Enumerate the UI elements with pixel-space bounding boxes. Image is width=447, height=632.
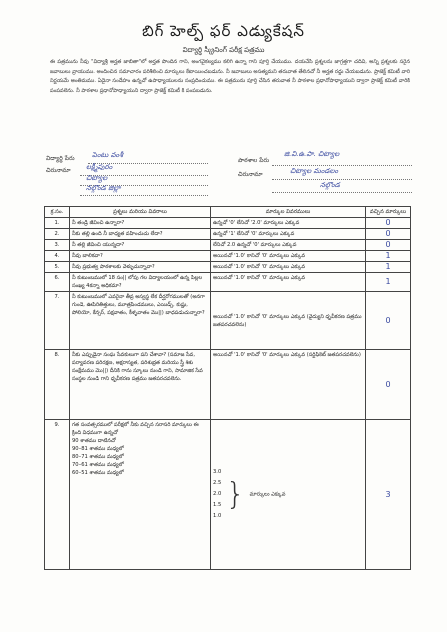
score-scale bbox=[213, 467, 221, 522]
school-address-line bbox=[272, 179, 412, 180]
row-marks-rule: అయినచో '1.0' కానిచో '0' మార్కులు ఎక్కువ (సర్టిఫికెట్ జతపరచవలెను) bbox=[211, 350, 366, 420]
row-marks-rule: ఉన్నచో '1' లేనిచో '0' మార్కులు ఎక్కువ bbox=[211, 229, 366, 240]
row-marks-rule-cell bbox=[211, 420, 366, 570]
row-number: 3. bbox=[45, 240, 70, 251]
row-score[interactable]: 1 bbox=[366, 262, 411, 273]
school-address-label: చిరునామా bbox=[238, 171, 263, 178]
row-number: 5. bbox=[45, 262, 70, 273]
table-row bbox=[45, 229, 411, 240]
row-question: నీ కుటుంబములో 18 సం|| లోపు గల విద్యాలయంలో ఉన్న పిల్లల సంఖ్య 4కన్నా అధికమా? bbox=[70, 273, 211, 292]
school-district-line bbox=[272, 192, 412, 193]
row-score[interactable]: 1 bbox=[366, 273, 411, 292]
row-marks-rule: అయినచో '1.0' కానిచో '0' మార్కులు ఎక్కువ bbox=[211, 251, 366, 262]
scale-value: 1.5 bbox=[213, 502, 222, 508]
header-marks-rule: మార్కుల వివరములు bbox=[211, 207, 366, 218]
row-question: నీ తల్లి జీవించి యున్నదా? bbox=[70, 240, 211, 251]
row-number: 1. bbox=[45, 218, 70, 229]
instructions-paragraph: ఈ పత్రమును నీవు "విద్యాశ్రీ అర్హత జాబితా"లో అర్హత పొందిన గాని, అంగవైకల్యము కలిగి ఉన్నా గాని పూర్తి చేయుము. దయచేసి ప్రశ్నలను జాగ్రత్తగా చదివి, అన్ని ప్రశ్నలకు సరైన జవాబులు వ్రాయుము. అందించిన సమాచారం పరిశీలించి మార్కులు కేటాయించబడును. నీ జవాబులు అసత్యమని తరువాత తేలినచో నీ అర్హత రద్దు చేయబడును. ప్రాజెక్ట్ కమిటీ వారి నిర్ణయమే అంతిమము. ఏదైనా సందేహం ఉన్నచో ఉపాధ్యాయులను సంప్రదించుము. ఈ పత్రమును పూర్తి చేసిన తరువాత నీ పాఠశాల ప్రధానోపాధ్యాయుని ద్వారా ప్రాజెక్ట్ కమిటీ వారికి పంపవలెను. నీ పాఠశాల ప్రధానోపాధ్యాయుని ద్వారా ప్రాజెక్ట్ కమిటీ కి పంపబడును. bbox=[50, 59, 410, 94]
row-marks-rule: ఉన్నచో '0' లేనిచో '2.0' మార్కులు ఎక్కువ bbox=[211, 218, 366, 229]
table-row bbox=[45, 292, 411, 350]
row-number: 2. bbox=[45, 229, 70, 240]
row-question: నీ కుటుంబములో ఎవరైనా తీవ్ర అస్వస్థ లేక దీర్ఘరోగములతో (అనగా గుండె, ఊపిరితిత్తులు, మూత్రపిండములు, ఎయిడ్స్, కుష్టు, పోలియో, కేన్సర్, పక్షవాతం, కీళ్ళవాతం మొ||) బాధపడుచున్నారా? bbox=[70, 292, 211, 350]
scale-value: 2.0 bbox=[213, 491, 222, 497]
row-question: నీ తండ్రి జీవించి ఉన్నారా? bbox=[70, 218, 211, 229]
school-district-value[interactable]: నల్గొండ bbox=[320, 181, 340, 189]
school-name-line bbox=[272, 165, 412, 166]
header-score: వచ్చిన మార్కులు bbox=[366, 207, 411, 218]
scale-value: 3.0 bbox=[213, 469, 222, 475]
row-score[interactable]: 1 bbox=[366, 251, 411, 262]
row-marks-rule: మార్కులు ఎక్కువ bbox=[249, 491, 286, 498]
row-number: 7. bbox=[45, 292, 70, 350]
table-row bbox=[45, 262, 411, 273]
row-number: 6. bbox=[45, 273, 70, 292]
school-address-value[interactable]: చిట్యాల మండలం bbox=[290, 167, 339, 175]
header-question: ప్రశ్నలు మరియు వివరాలు bbox=[70, 207, 211, 218]
school-name-value[interactable]: జి.వి.ఉ.పా. చిట్యాల bbox=[284, 150, 340, 158]
row-marks-rule: లేనిచో 2.0 ఉన్నచో '0' మార్కులు ఎక్కువ bbox=[211, 240, 366, 251]
row-score[interactable]: 0 bbox=[366, 229, 411, 240]
row-question: నీవు ప్రభుత్వ పాఠశాలకు వెళ్ళుచున్నావా? bbox=[70, 262, 211, 273]
row-question: నీకు ఎప్పుడైనా సంఘ సేవకులుగా పని చేశావా? (సమాజ సేవ, పర్యావరణ పరిరక్షణ, అక్షరాస్యత, పరిశుభ్రత మరియు స్త్రీ శిశు సంక్షేమము మొ||) దీనికి గాను స్కూలు నుండి గాని, సామాజిక సేవ సంస్థల నుండి గాని ధృవీకరణ పత్రము జతపరచవలెను. bbox=[70, 350, 211, 420]
row-marks-rule: అయినచో '1.0' కానిచో '0' మార్కులు ఎక్కువ (వైద్యుని ధృవీకరణ పత్రము జతపరచవలెను) bbox=[211, 292, 366, 350]
row-number: 4. bbox=[45, 251, 70, 262]
student-district-line bbox=[80, 195, 208, 196]
table-row bbox=[45, 240, 411, 251]
table-row bbox=[45, 420, 411, 570]
row-score[interactable]: 0 bbox=[366, 350, 411, 420]
row-question: నీవు బాలికవా? bbox=[70, 251, 211, 262]
row-score[interactable]: 3 bbox=[366, 420, 411, 570]
row-marks-rule: అయినచో '1.0' కానిచో '0' మార్కులు ఎక్కువ bbox=[211, 273, 366, 292]
school-name-label: పాఠశాల పేరు bbox=[238, 157, 270, 164]
row-score[interactable]: 0 bbox=[366, 292, 411, 350]
student-district-value[interactable]: నల్గొండ జిల్లా bbox=[86, 184, 121, 192]
brace-icon: } bbox=[225, 476, 245, 512]
form-title: బిగ్ హెల్ప్ ఫర్ ఎడ్యుకేషన్ bbox=[142, 22, 305, 40]
row-question: నీకు తల్లి ఉంది నీ బాధ్యత వహించుచు లేదా? bbox=[70, 229, 211, 240]
row-score[interactable]: 0 bbox=[366, 240, 411, 251]
header-serial: క్ర.సం. bbox=[45, 207, 70, 218]
table-header-row bbox=[45, 207, 411, 218]
row-number: 8. bbox=[45, 350, 70, 420]
student-mandal-value[interactable]: చిట్యాల bbox=[86, 174, 108, 182]
student-name-label: విద్యార్థి పేరు bbox=[46, 155, 75, 162]
row-score[interactable]: 0 bbox=[366, 218, 411, 229]
scale-value: 2.5 bbox=[213, 480, 222, 486]
form-subtitle: విద్యార్థి స్క్రీనింగ్ పరీక్ష పత్రము bbox=[182, 46, 265, 54]
table-row bbox=[45, 350, 411, 420]
table-row bbox=[45, 273, 411, 292]
row-marks-rule: అయినచో '1.0' కానిచో '0' మార్కులు ఎక్కువ bbox=[211, 262, 366, 273]
table-row bbox=[45, 218, 411, 229]
student-village-value[interactable]: లక్ష్మీపురం bbox=[86, 163, 113, 171]
screening-table bbox=[44, 206, 411, 570]
row-question: గత సంవత్సరములో పరీక్షలో నీకు వచ్చిన సరాసరి మార్కులు ఈ క్రింది విధముగా ఉన్నచో 90 శాతము దాటినచో 90–81 శాతము మధ్యలో 80–71 శాతము మధ్యలో 70–61 శాతము మధ్యలో 60–51 శాతము మధ్యలో bbox=[70, 420, 211, 570]
student-address-label: చిరునామా bbox=[46, 167, 71, 174]
row-number: 9. bbox=[45, 420, 70, 570]
table-row bbox=[45, 251, 411, 262]
student-name-value[interactable]: పెంటు వంశీ bbox=[92, 151, 123, 159]
scale-value: 1.0 bbox=[213, 513, 222, 519]
